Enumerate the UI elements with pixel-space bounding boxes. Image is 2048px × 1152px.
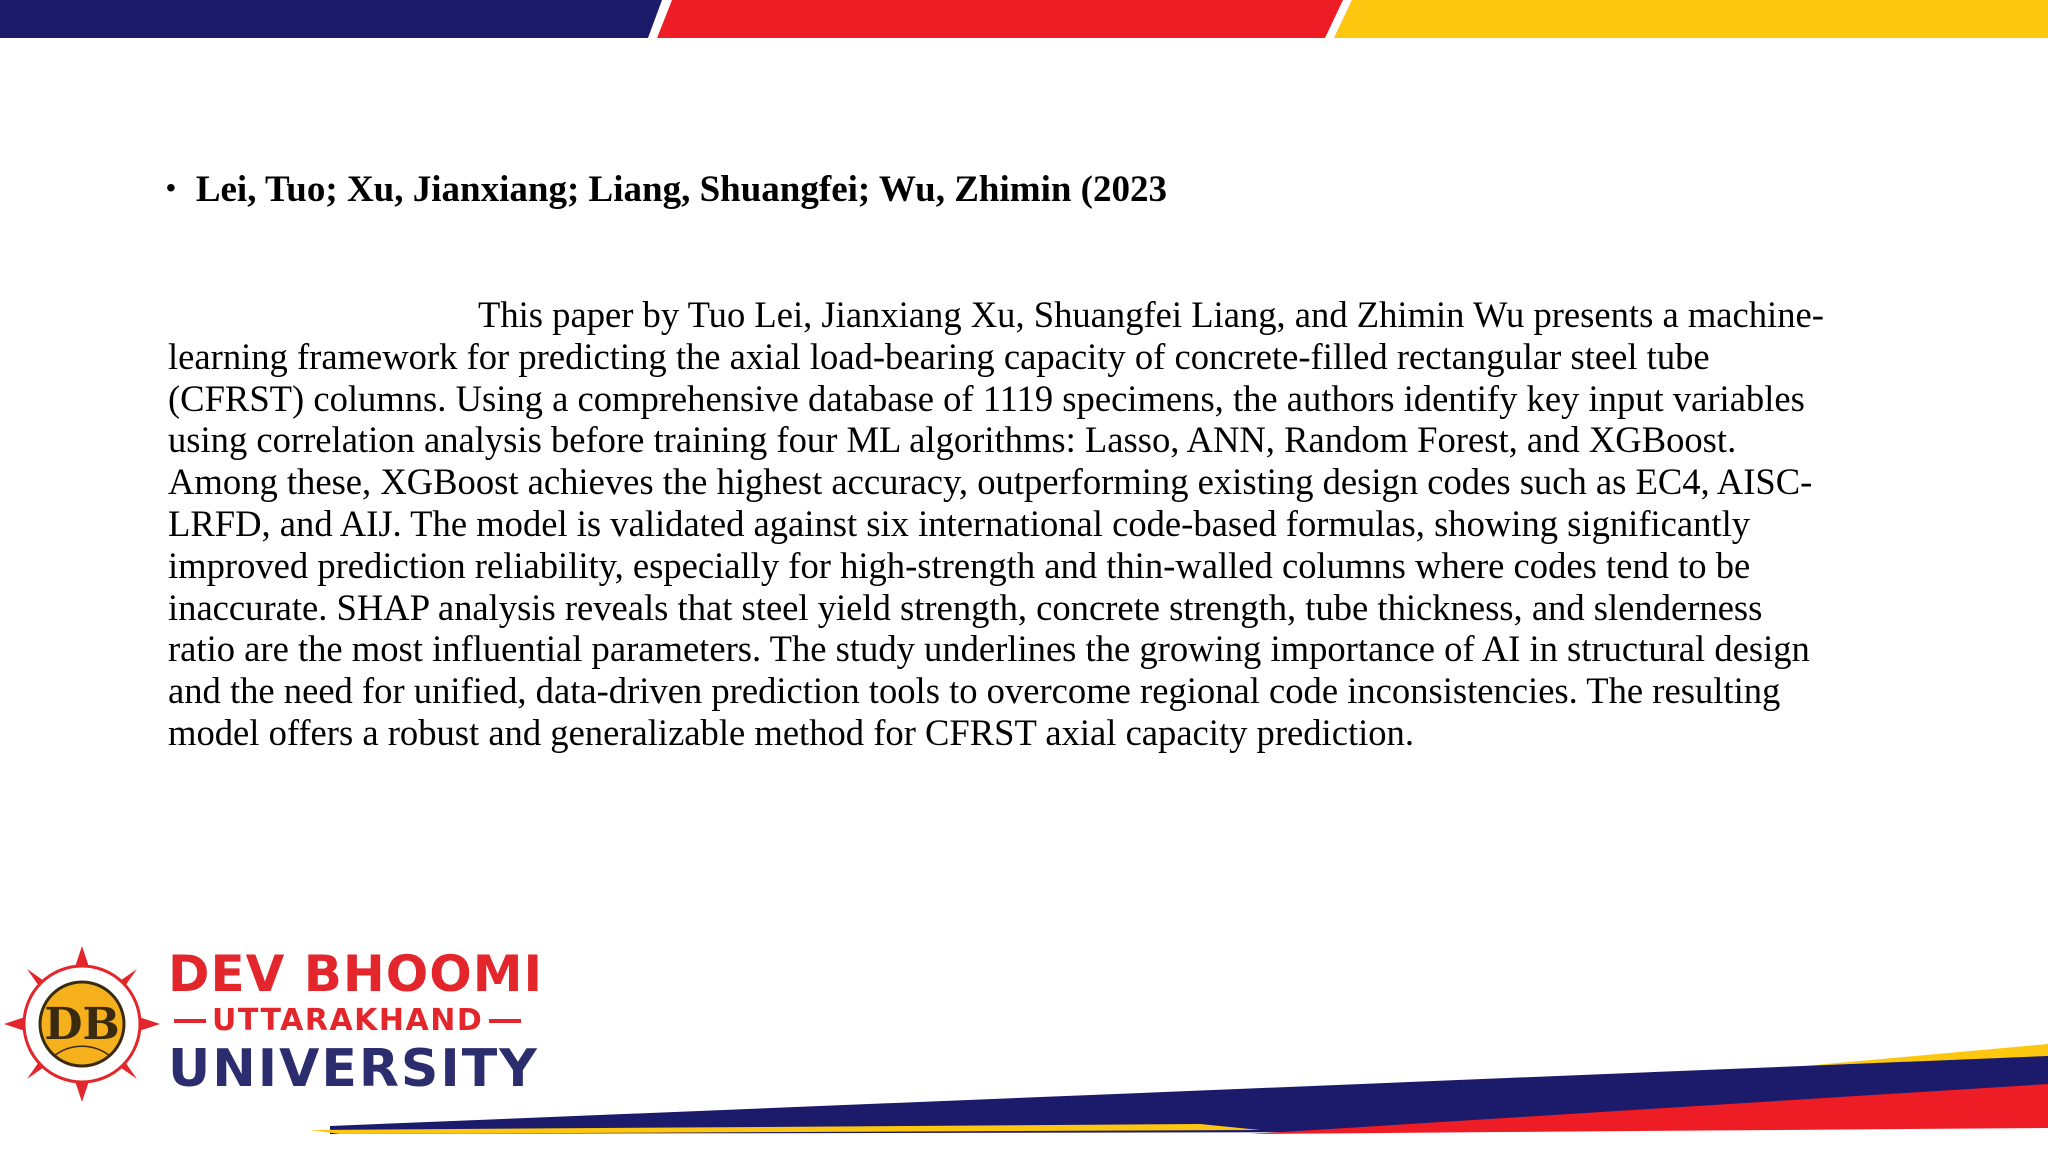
summary-line: inaccurate. SHAP analysis reveals that steel yield strength, concrete strength, tube thickness, and slenderness [168,586,1763,628]
logo-uttarakhand-label: UTTARAKHAND [212,1003,484,1038]
logo-dash-right [489,1019,521,1023]
summary-line: LRFD, and AIJ. The model is validated against six international code-based formulas, showing significantly [168,502,1751,544]
emblem-letters: DB [44,999,120,1050]
bottom-decorative-swoosh [0,1030,2048,1152]
summary-paragraph [168,294,1908,754]
summary-line: using correlation analysis before training four ML algorithms: Lasso, ANN, Random Forest, and XGBoost. [168,419,1737,461]
summary-line: and the need for unified, data-driven prediction tools to overcome regional code inconsistencies. The resulting [168,670,1781,712]
summary-line: This paper by Tuo Lei, Jianxiang Xu, Shuangfei Liang, and Zhimin Wu presents a machine- [478,294,1824,335]
bullet-marker: • [166,172,176,203]
logo-line-university: UNIVERSITY [168,1039,539,1099]
citation-authors: Lei, Tuo; Xu, Jianxiang; Liang, Shuangfei; Wu, Zhimin (2023 [195,169,1168,210]
summary-line: improved prediction reliability, especially for high-strength and thin-walled columns where codes tend to be [168,544,1751,586]
summary-line: model offers a robust and generalizable method for CFRST axial capacity prediction. [168,711,1414,753]
summary-line: learning framework for predicting the axial load-bearing capacity of concrete-filled rectangular steel tube [168,335,1710,377]
summary-line: (CFRST) columns. Using a comprehensive database of 1119 specimens, the authors identify key input variables [168,377,1805,419]
summary-line: ratio are the most influential parameters. The study underlines the growing importance of AI in structural design [168,628,1810,670]
summary-line: Among these, XGBoost achieves the highest accuracy, outperforming existing design codes such as EC4, AISC- [168,461,1813,503]
top-decorative-band [0,0,2048,38]
logo-line-dev-bhoomi: DEV BHOOMI [168,945,544,1003]
logo-dash-left [174,1019,206,1023]
citation-heading [166,168,1167,211]
